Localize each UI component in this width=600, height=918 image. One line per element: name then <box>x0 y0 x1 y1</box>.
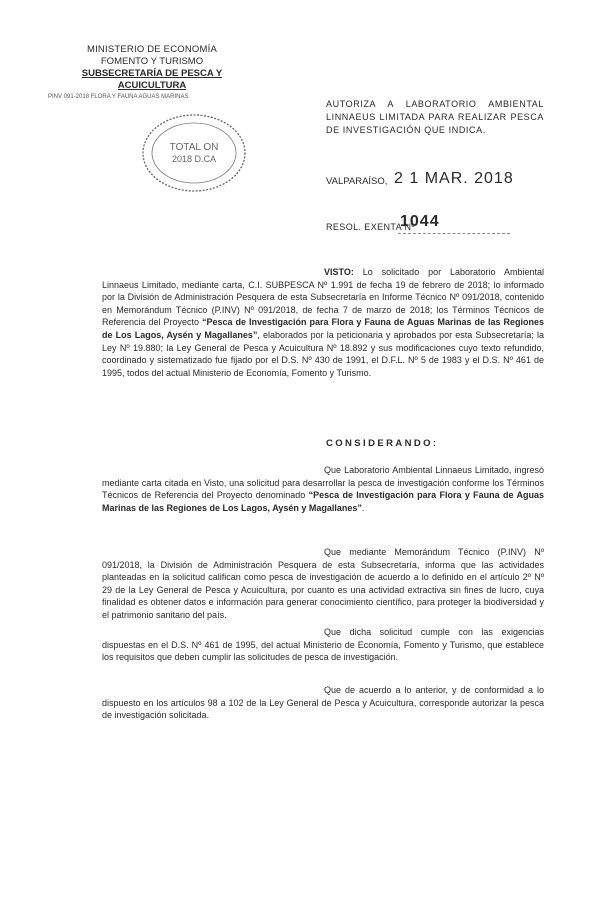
considerando-paragraph-4: Que de acuerdo a lo anterior, y de conformidad a lo dispuesto en los artículos 98 a 102 de la Ley General de Pesca y Acuicultura, corresponde autorizar la pesca de investigación solicitada. <box>102 685 544 721</box>
seal-icon <box>140 112 248 194</box>
ministry-line-1: MINISTERIO DE ECONOMÍA <box>86 44 218 55</box>
ministry-line-2: FOMENTO Y TURISMO <box>100 56 204 67</box>
considerando-paragraph-3: Que dicha solicitud cumple con las exigencias dispuestas en el D.S. Nº 461 de 1995, del actual Ministerio de Economía, Fomento y Turismo, que establece los requisitos que deben cumplir las solicitudes de pesca de investigación. <box>102 627 544 663</box>
visto-paragraph <box>102 266 544 379</box>
visto-text-a: Lo solicitado por Laboratorio Ambiental Linnaeus Limitado, mediante carta, C.I. SUBPESCA Nº 1.991 de fecha 19 de febrero de 2018; lo informado por la División de Administración Pesquera de esta Subsecretaría en Informe Técnico Nº 091/2018, contenido en Memorándum Técnico (P.INV) Nº 091/2018, de fecha 7 de marzo de 2018; los Términos Técnicos de Referencia del Proyecto <box>102 267 544 328</box>
considerando-paragraph-1 <box>102 464 544 514</box>
p1-project: “Pesca de Investigación para Flora y Fauna de Aguas Marinas de las Regiones de Los Lagos, Aysén y Magallanes” <box>102 490 544 513</box>
considerando-paragraph-2: Que mediante Memorándum Técnico (P.INV) Nº 091/2018, la División de Administración Pesquera de esta Subsecretaría, informa que las actividades planteadas en la solicitud califican como pesca de investigación de acuerdo a lo definido en el artículo 2º Nº 29 de la Ley General de Pesca y Acuicultura, por cuanto es una actividad extractiva sin fines de lucro, cuya finalidad es obtener datos e información para generar conocimiento científico, para proteger la biodiversidad y el patrimonio sanitario del país. <box>102 547 544 620</box>
subsecretaria-line: SUBSECRETARÍA DE PESCA Y ACUICULTURA <box>81 68 223 91</box>
p1-text-b: . <box>361 502 365 513</box>
place-label: VALPARAÍSO, <box>326 176 388 187</box>
p1-text-a: Que Laboratorio Ambiental Linnaeus Limitado, ingresó mediante carta citada en Visto, una solicitud para desarrollar la pesca de investigación conforme los Términos Técnicos de Referencia del Proyecto denominado <box>102 465 544 501</box>
letterhead <box>48 44 252 102</box>
considerando-heading: CONSIDERANDO: <box>326 438 439 449</box>
visto-label: VISTO: <box>324 267 354 277</box>
resolution-underline <box>398 233 510 234</box>
resolution-number: 1044 <box>400 213 440 230</box>
visto-project: “Pesca de Investigación para Flora y Fauna de Aguas Marinas de las Regiones de Los Lagos, Aysén y Magallanes” <box>102 317 544 340</box>
official-seal <box>140 112 248 194</box>
reference-line: PINV 091-2018 FLORA Y FAUNA AGUAS MARINAS <box>48 94 189 100</box>
subject-summary: AUTORIZA A LABORATORIO AMBIENTAL LINNAEUS LIMITADA PARA REALIZAR PESCA DE INVESTIGACIÓN QUE INDICA. <box>326 99 544 135</box>
seal-text-2: 2018 D.CA <box>171 154 217 164</box>
seal-text-1: TOTAL ON <box>169 142 219 153</box>
visto-text-b: , elaborados por la peticionaria y aprobados por esta Subsecretaría; la Ley Nº 19.880; la Ley General de Pesca y Acuicultura Nº 18.892 y sus modificaciones cuyo texto refundido, coordinado y sistematizado fue fijado por el D.S. Nº 430 de 1991, el D.F.L. Nº 5 de 1983 y el D.S. Nº 461 de 1995, todos del actual Ministerio de Economía, Fomento y Turismo. <box>102 329 545 378</box>
date-stamp: 2 1 MAR. 2018 <box>394 170 514 187</box>
resolution-label: RESOL. EXENTA Nº <box>326 222 416 232</box>
